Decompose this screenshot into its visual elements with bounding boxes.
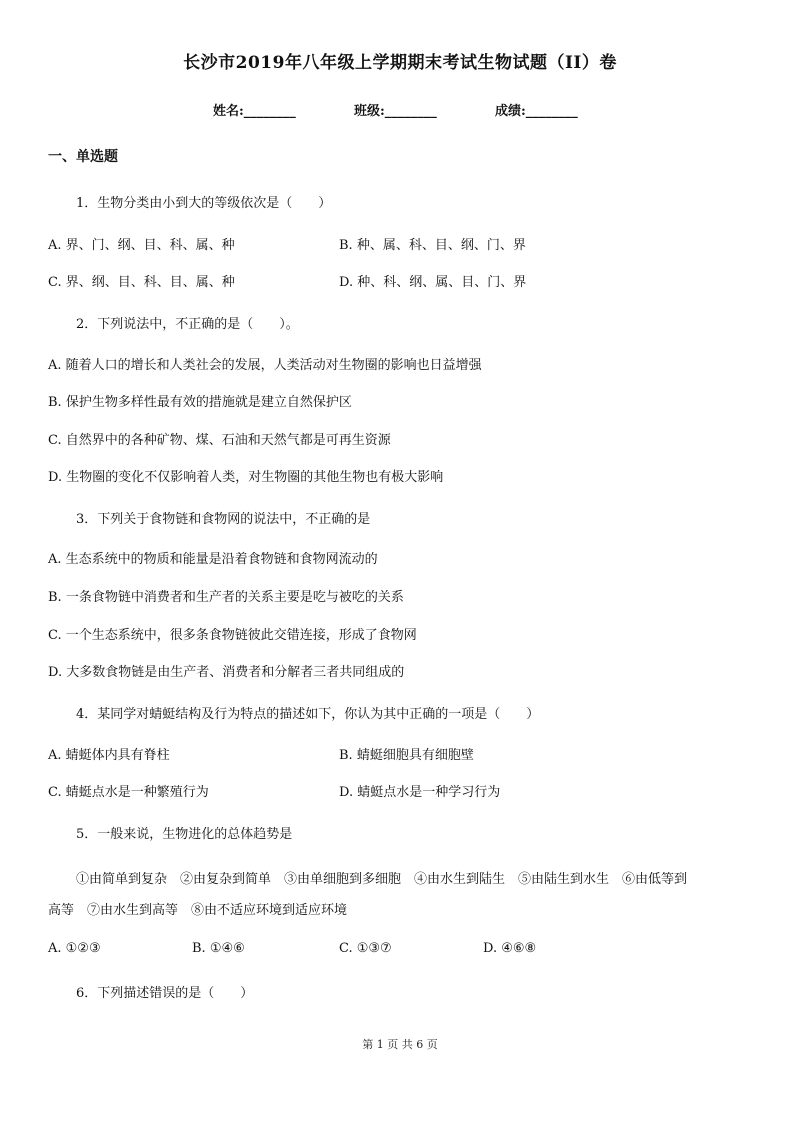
question-6-stem: 6．下列描述错误的是（ ） (76, 986, 254, 1001)
question-5-stem: 5．一般来说，生物进化的总体趋势是 (76, 827, 293, 842)
question-5-items-line1: ①由简单到复杂 ②由复杂到简单 ③由单细胞到多细胞 ④由水生到陆生 ⑤由陆生到水生 ⑥由低等到 (76, 872, 688, 887)
name-field-label: 姓名:________ (213, 104, 296, 119)
question-4-option-d: D. 蜻蜓点水是一种学习行为 (339, 785, 501, 800)
question-4-stem: 4．某同学对蜻蜓结构及行为特点的描述如下，你认为其中正确的一项是（ ） (76, 707, 540, 722)
question-1-option-d: D. 种、科、纲、属、目、门、界 (339, 275, 527, 290)
question-3-option-b: B. 一条食物链中消费者和生产者的关系主要是吃与被吃的关系 (48, 590, 404, 605)
section-heading: 一、单选题 (48, 149, 118, 165)
question-1-stem: 1．生物分类由小到大的等级依次是（ ） (76, 196, 332, 211)
page-footer: 第 1 页 共 6 页 (362, 1038, 438, 1051)
question-3-option-c: C. 一个生态系统中，很多条食物链彼此交错连接，形成了食物网 (48, 628, 417, 643)
question-2-stem: 2．下列说法中，不正确的是（ ）。 (76, 317, 299, 332)
question-5-option-b: B. ①④⑥ (192, 941, 245, 956)
question-5-option-c: C. ①③⑦ (339, 941, 392, 956)
question-2-option-d: D. 生物圈的变化不仅影响着人类，对生物圈的其他生物也有极大影响 (48, 470, 444, 485)
question-4-option-b: B. 蜻蜓细胞具有细胞壁 (339, 748, 474, 763)
question-3-stem: 3．下列关于食物链和食物网的说法中，不正确的是 (76, 512, 371, 527)
question-5-option-a: A. ①②③ (48, 941, 101, 956)
question-2-option-c: C. 自然界中的各种矿物、煤、石油和天然气都是可再生资源 (48, 433, 391, 448)
question-2-option-b: B. 保护生物多样性最有效的措施就是建立自然保护区 (48, 395, 352, 410)
question-4-option-a: A. 蜻蜓体内具有脊柱 (48, 748, 170, 763)
question-1-option-b: B. 种、属、科、目、纲、门、界 (339, 238, 526, 253)
question-4-option-c: C. 蜻蜓点水是一种繁殖行为 (48, 785, 209, 800)
question-2-option-a: A. 随着人口的增长和人类社会的发展，人类活动对生物圈的影响也日益增强 (48, 358, 482, 373)
question-1-option-c: C. 界、纲、目、科、目、属、种 (48, 275, 235, 290)
question-3-option-a: A. 生态系统中的物质和能量是沿着食物链和食物网流动的 (48, 552, 378, 567)
question-1-option-a: A. 界、门、纲、目、科、属、种 (48, 238, 235, 253)
question-5-option-d: D. ④⑥⑧ (483, 941, 537, 956)
score-field-label: 成绩:________ (495, 104, 578, 119)
class-field-label: 班级:________ (354, 104, 437, 119)
question-3-option-d: D. 大多数食物链是由生产者、消费者和分解者三者共同组成的 (48, 665, 405, 680)
question-5-items-line2: 高等 ⑦由水生到高等 ⑧由不适应环境到适应环境 (48, 903, 348, 918)
page-title: 长沙市2019年八年级上学期期末考试生物试题（II）卷 (183, 53, 617, 73)
